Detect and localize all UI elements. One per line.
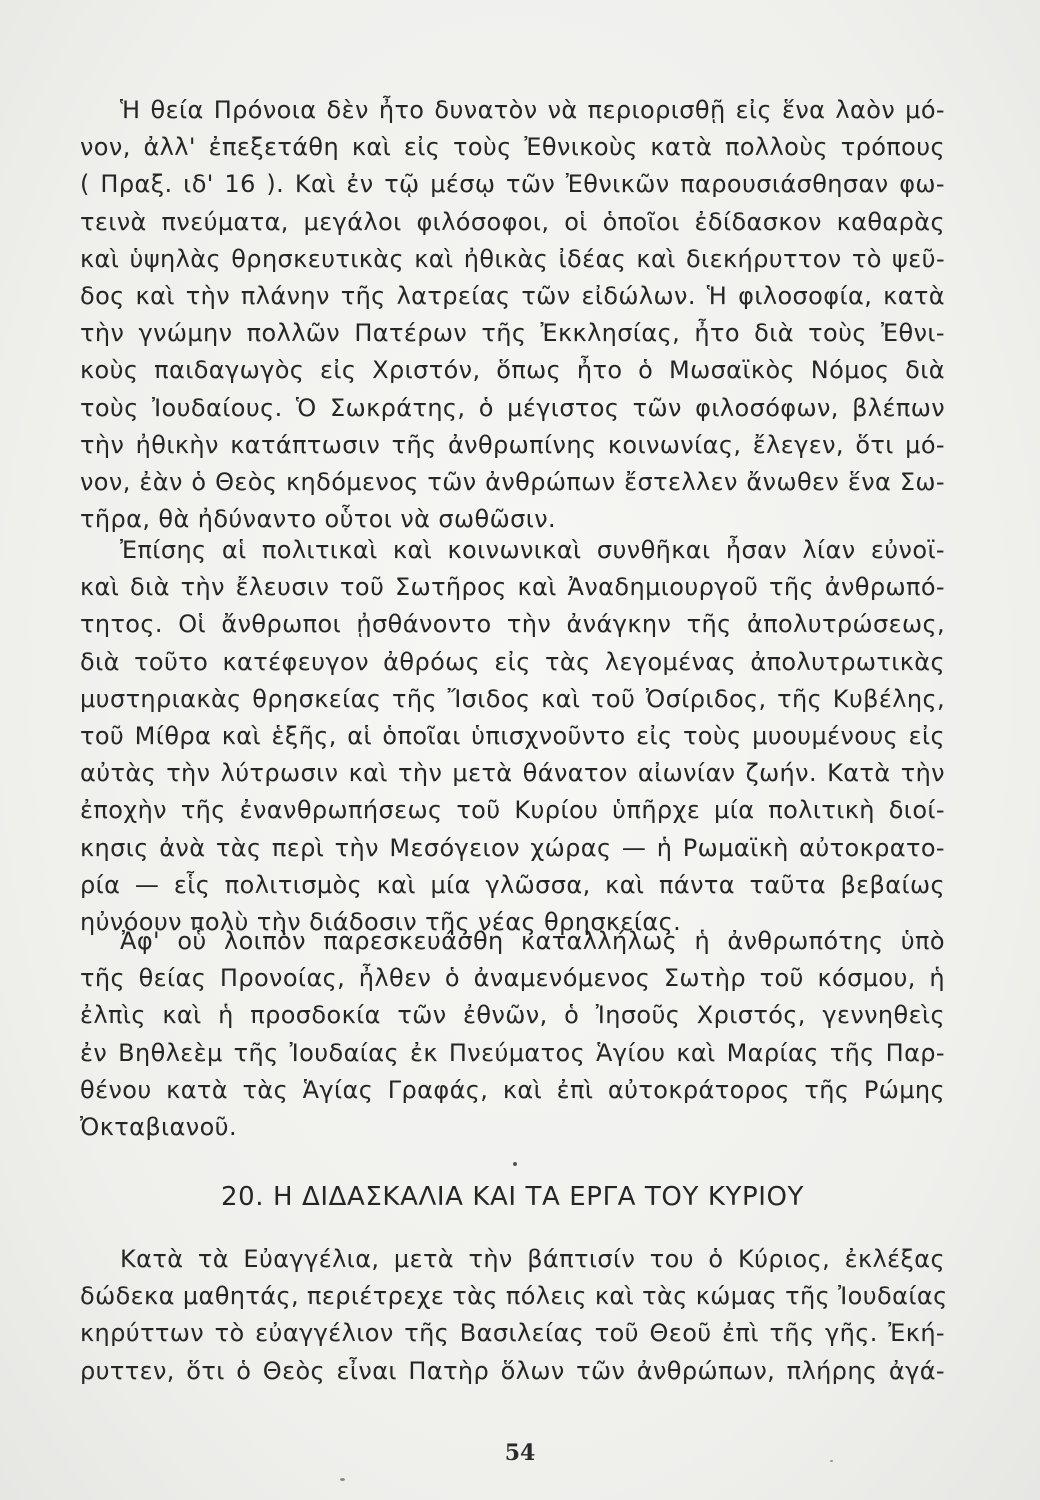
section-heading: 20. Η ΔΙΔΑΣΚΑΛΙΑ ΚΑΙ ΤΑ ΕΡΓΑ ΤΟΥ ΚΥΡΙΟΥ bbox=[220, 1182, 805, 1212]
paragraph-conditions bbox=[80, 532, 945, 941]
text-line: ηὐνόουν πολὺ τὴν διάδοσιν τῆς νέας θρησκείας. bbox=[80, 907, 682, 936]
text-line: κησις ἀνὰ τὰς περὶ τὴν Μεσόγειον χώρας — ἡ Ρωμαϊκὴ αὐτοκρατο- bbox=[80, 833, 945, 862]
text-line: Ἡ θεία Πρόνοια δὲν ἦτο δυνατὸν νὰ περιορισθῇ εἰς ἕνα λαὸν μό- bbox=[120, 96, 945, 124]
text-line: ἐλπὶς καὶ ἡ προσδοκία τῶν ἐθνῶν, ὁ Ἰησοῦς Χριστός, γεννηθεὶς bbox=[80, 1001, 945, 1030]
text-line: θένου κατὰ τὰς Ἁγίας Γραφάς, καὶ ἐπὶ αὐτοκράτορος τῆς Ρώμης bbox=[80, 1075, 945, 1104]
text-line: καὶ διὰ τὴν ἔλευσιν τοῦ Σωτῆρος καὶ Ἀναδημιουργοῦ τῆς ἀνθρωπό- bbox=[80, 573, 945, 602]
text-line: τὴν γνώμην πολλῶν Πατέρων τῆς Ἐκκλησίας, ἦτο διὰ τοὺς Ἐθνι- bbox=[80, 319, 945, 348]
text-line: Ὀκταβιανοῦ. bbox=[80, 1112, 237, 1141]
text-line: τῆρα, θὰ ἠδύναντο οὗτοι νὰ σωθῶσιν. bbox=[80, 505, 557, 534]
paragraph-savior bbox=[80, 923, 945, 1146]
text-line: τεινὰ πνεύματα, μεγάλοι φιλόσοφοι, οἱ ὁποῖοι ἐδίδασκον καθαρὰς bbox=[80, 207, 945, 236]
text-line: ( Πραξ. ιδ' 16 ). Καὶ ἐν τῷ μέσῳ τῶν Ἐθνικῶν παρουσιάσθησαν φω- bbox=[80, 170, 945, 199]
scan-speck bbox=[830, 1460, 833, 1462]
text-line: τῆς θείας Προνοίας, ἦλθεν ὁ ἀναμενόμενος Σωτὴρ τοῦ κόσμου, ἡ bbox=[80, 964, 945, 993]
page-number: 54 bbox=[504, 1440, 536, 1466]
text-line: Κατὰ τὰ Εὐαγγέλια, μετὰ τὴν βάπτισίν του ὁ Κύριος, ἐκλέξας bbox=[120, 1245, 945, 1273]
text-line: καὶ ὑψηλὰς θρησκευτικὰς καὶ ἠθικὰς ἰδέας καὶ διεκήρυττον τὸ ψεῦ- bbox=[80, 244, 945, 273]
text-line: δος καὶ τὴν πλάνην τῆς λατρείας τῶν εἰδώλων. Ἡ φιλοσοφία, κατὰ bbox=[80, 281, 945, 310]
text-line: ρυττεν, ὅτι ὁ Θεὸς εἶναι Πατὴρ ὅλων τῶν ἀνθρώπων, πλήρης ἀγά- bbox=[80, 1356, 945, 1385]
paragraph-gospels bbox=[80, 1241, 948, 1390]
scan-speck bbox=[513, 1162, 517, 1166]
text-line: ρία — εἷς πολιτισμὸς καὶ μία γλῶσσα, καὶ πάντα ταῦτα βεβαίως bbox=[80, 870, 945, 899]
scan-speck bbox=[340, 1478, 345, 1481]
text-line: ἐποχὴν τῆς ἐνανθρωπήσεως τοῦ Κυρίου ὑπῆρχε μία πολιτικὴ διοί- bbox=[80, 796, 945, 825]
text-line: τητος. Οἱ ἄνθρωποι ᾐσθάνοντο τὴν ἀνάγκην τῆς ἀπολυτρώσεως, bbox=[80, 610, 945, 639]
text-line: μυστηριακὰς θρησκείας τῆς Ἴσιδος καὶ τοῦ Ὀσίριδος, τῆς Κυβέλης, bbox=[80, 684, 945, 713]
text-line: κηρύττων τὸ εὐαγγέλιον τῆς Βασιλείας τοῦ Θεοῦ ἐπὶ τῆς γῆς. Ἐκή- bbox=[80, 1319, 945, 1348]
text-line: Ἀφ' οὗ λοιπὸν παρεσκευάσθη καταλλήλως ἡ ἀνθρωπότης ὑπὸ bbox=[120, 927, 945, 955]
text-line: κοὺς παιδαγωγὸς εἰς Χριστόν, ὅπως ἦτο ὁ Μωσαϊκὸς Νόμος διὰ bbox=[80, 356, 945, 385]
text-line: τοὺς Ἰουδαίους. Ὁ Σωκράτης, ὁ μέγιστος τῶν φιλοσόφων, βλέπων bbox=[80, 393, 945, 422]
text-line: ἐν Βηθλεὲμ τῆς Ἰουδαίας ἐκ Πνεύματος Ἁγίου καὶ Μαρίας τῆς Παρ- bbox=[80, 1038, 945, 1067]
text-line: Ἐπίσης αἱ πολιτικαὶ καὶ κοινωνικαὶ συνθῆκαι ἦσαν λίαν εὐνοϊ- bbox=[120, 536, 945, 564]
text-line: δώδεκα μαθητάς, περιέτρεχε τὰς πόλεις καὶ τὰς κώμας τῆς Ἰουδαίας bbox=[80, 1282, 948, 1311]
text-line: νον, ἀλλ' ἐπεξετάθη καὶ εἰς τοὺς Ἐθνικοὺς κατὰ πολλοὺς τρόπους bbox=[80, 133, 945, 162]
text-line: αὐτὰς τὴν λύτρωσιν καὶ τὴν μετὰ θάνατον αἰωνίαν ζωήν. Κατὰ τὴν bbox=[80, 759, 945, 788]
text-line: διὰ τοῦτο κατέφευγον ἀθρόως εἰς τὰς λεγομένας ἀπολυτρωτικὰς bbox=[80, 647, 945, 676]
text-line: τοῦ Μίθρα καὶ ἑξῆς, αἱ ὁποῖαι ὑπισχνοῦντο εἰς τοὺς μυουμένους εἰς bbox=[80, 721, 945, 750]
text-line: τὴν ἠθικὴν κατάπτωσιν τῆς ἀνθρωπίνης κοινωνίας, ἔλεγεν, ὅτι μό- bbox=[80, 430, 945, 459]
paragraph-providence bbox=[80, 92, 945, 538]
text-line: νον, ἐὰν ὁ Θεὸς κηδόμενος τῶν ἀνθρώπων ἔστελλεν ἄνωθεν ἕνα Σω- bbox=[80, 467, 945, 496]
